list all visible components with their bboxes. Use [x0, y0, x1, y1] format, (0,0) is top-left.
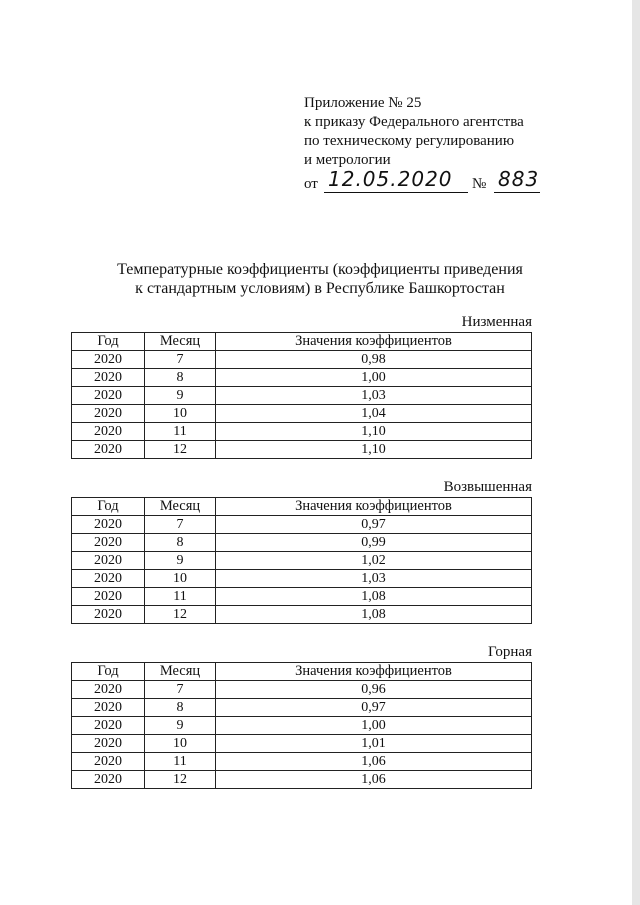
col-value: Значения коэффициентов	[216, 663, 532, 681]
cell-year: 2020	[72, 387, 145, 405]
cell-month: 8	[145, 699, 216, 717]
number-label: №	[472, 176, 487, 192]
cell-month: 12	[145, 606, 216, 624]
col-year: Год	[72, 663, 145, 681]
cell-month: 10	[145, 735, 216, 753]
col-month: Месяц	[145, 663, 216, 681]
table-row	[72, 570, 532, 588]
cell-year: 2020	[72, 699, 145, 717]
cell-value: 0,99	[216, 534, 532, 552]
table-row	[72, 606, 532, 624]
cell-value: 1,02	[216, 552, 532, 570]
table-row	[72, 588, 532, 606]
cell-value: 1,00	[216, 369, 532, 387]
table-row	[72, 423, 532, 441]
table-row	[72, 351, 532, 369]
cell-year: 2020	[72, 405, 145, 423]
cell-year: 2020	[72, 753, 145, 771]
cell-value: 0,98	[216, 351, 532, 369]
cell-year: 2020	[72, 369, 145, 387]
cell-value: 1,03	[216, 570, 532, 588]
table-row	[72, 369, 532, 387]
table-row	[72, 717, 532, 735]
table-row	[72, 405, 532, 423]
cell-month: 7	[145, 351, 216, 369]
coefficients-table-mountain	[71, 662, 532, 789]
cell-year: 2020	[72, 534, 145, 552]
table-row	[72, 387, 532, 405]
cell-year: 2020	[72, 717, 145, 735]
cell-month: 11	[145, 588, 216, 606]
agency-line: по техническому регулированию	[304, 133, 515, 149]
cell-month: 11	[145, 753, 216, 771]
cell-value: 1,00	[216, 717, 532, 735]
cell-year: 2020	[72, 516, 145, 534]
document-title	[0, 260, 640, 298]
col-year: Год	[72, 333, 145, 351]
cell-month: 8	[145, 534, 216, 552]
cell-value: 1,04	[216, 405, 532, 423]
table-row	[72, 771, 532, 789]
table-row	[72, 441, 532, 459]
cell-month: 12	[145, 441, 216, 459]
cell-value: 0,97	[216, 699, 532, 717]
table-row	[72, 516, 532, 534]
cell-year: 2020	[72, 351, 145, 369]
cell-value: 1,10	[216, 441, 532, 459]
cell-year: 2020	[72, 570, 145, 588]
cell-month: 9	[145, 717, 216, 735]
cell-year: 2020	[72, 552, 145, 570]
cell-year: 2020	[72, 681, 145, 699]
from-label: от	[304, 176, 318, 192]
cell-month: 9	[145, 552, 216, 570]
order-date-number	[304, 167, 564, 196]
col-value: Значения коэффициентов	[216, 333, 532, 351]
cell-month: 7	[145, 681, 216, 699]
cell-value: 1,03	[216, 387, 532, 405]
cell-year: 2020	[72, 588, 145, 606]
table-header-row	[72, 333, 532, 351]
cell-value: 1,08	[216, 588, 532, 606]
cell-value: 1,06	[216, 771, 532, 789]
cell-year: 2020	[72, 441, 145, 459]
order-reference: к приказу Федерального агентства	[304, 114, 524, 130]
cell-value: 0,97	[216, 516, 532, 534]
table-row	[72, 753, 532, 771]
table-header-row	[72, 663, 532, 681]
col-month: Месяц	[145, 498, 216, 516]
appendix-number: Приложение № 25	[304, 95, 422, 111]
table-row	[72, 735, 532, 753]
zone-label-lowland: Низменная	[461, 314, 532, 330]
handwritten-date: 12.05.2020	[328, 167, 453, 191]
cell-month: 11	[145, 423, 216, 441]
cell-year: 2020	[72, 606, 145, 624]
table-header-row	[72, 498, 532, 516]
cell-value: 1,01	[216, 735, 532, 753]
coefficients-table-lowland	[71, 332, 532, 459]
cell-month: 12	[145, 771, 216, 789]
cell-value: 1,10	[216, 423, 532, 441]
cell-year: 2020	[72, 735, 145, 753]
cell-year: 2020	[72, 423, 145, 441]
cell-month: 10	[145, 405, 216, 423]
col-year: Год	[72, 498, 145, 516]
handwritten-number: 883	[498, 167, 540, 191]
cell-month: 7	[145, 516, 216, 534]
title-line-2: к стандартным условиям) в Республике Башкортостан	[135, 280, 505, 297]
cell-month: 9	[145, 387, 216, 405]
agency-line-end: и метрологии	[304, 152, 391, 168]
cell-value: 0,96	[216, 681, 532, 699]
cell-value: 1,06	[216, 753, 532, 771]
col-month: Месяц	[145, 333, 216, 351]
cell-year: 2020	[72, 771, 145, 789]
cell-month: 8	[145, 369, 216, 387]
table-row	[72, 534, 532, 552]
coefficients-table-upland	[71, 497, 532, 624]
page-edge	[632, 0, 640, 905]
number-underline	[494, 192, 540, 193]
table-row	[72, 552, 532, 570]
table-row	[72, 681, 532, 699]
col-value: Значения коэффициентов	[216, 498, 532, 516]
date-underline	[324, 192, 468, 193]
zone-label-mountain: Горная	[488, 644, 532, 660]
cell-value: 1,08	[216, 606, 532, 624]
zone-label-upland: Возвышенная	[443, 479, 532, 495]
appendix-header	[304, 94, 564, 196]
table-row	[72, 699, 532, 717]
cell-month: 10	[145, 570, 216, 588]
title-line-1: Температурные коэффициенты (коэффициенты приведения	[117, 261, 523, 278]
